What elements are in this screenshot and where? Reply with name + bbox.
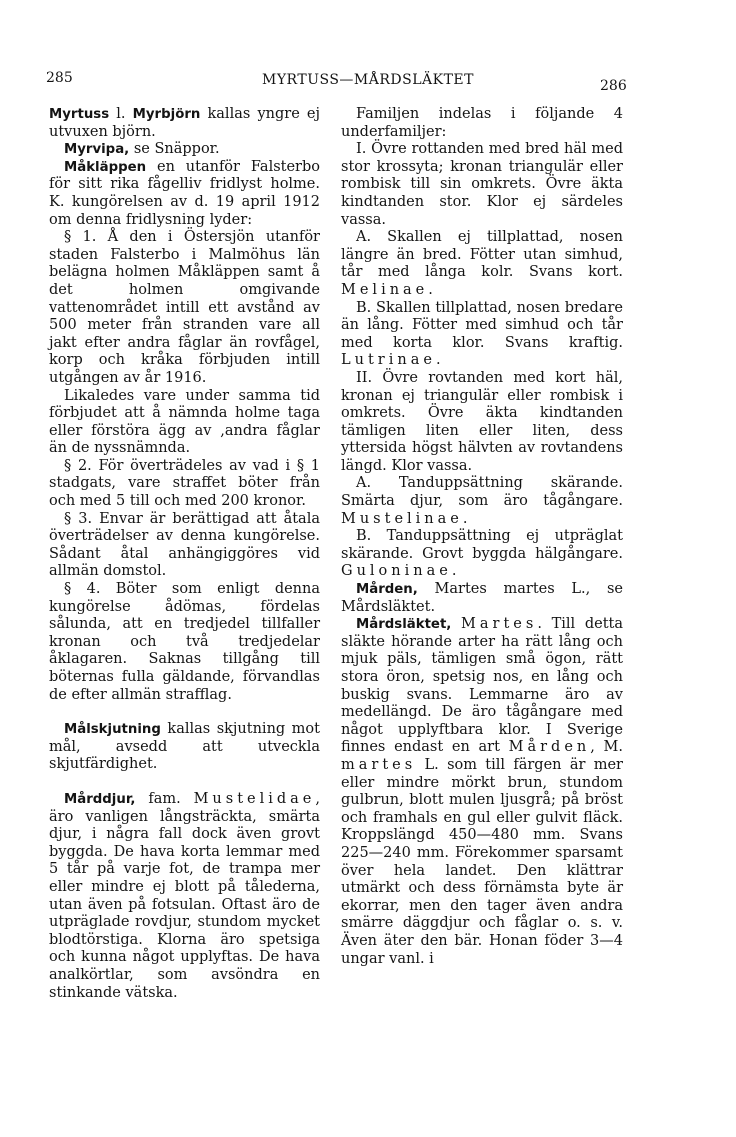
- entry-text: se Snäppor.: [129, 141, 220, 158]
- paragraph-group-1: I. Övre rottanden med bred häl med stor krossyta; kronan triangulär eller rombisk till sin omkrets. Övre äkta kindtanden stor. Klor ej särdeles vassa.: [341, 141, 623, 228]
- entry-text: A. Tanduppsättning skärande. Smärta djur, som äro tågångare.: [341, 475, 623, 510]
- entry-text: l.: [109, 106, 133, 122]
- spaced-name: Lutrinae: [341, 352, 436, 369]
- entry-text: B. Tanduppsättning ej utpräglat skärande. Grovt byggda hälgångare.: [341, 528, 623, 562]
- entry-marddjur: [49, 791, 320, 1002]
- headword: Myrbjörn: [132, 107, 201, 122]
- spaced-name: Mustelinae: [341, 510, 463, 527]
- entry-malskjutning: [49, 721, 320, 774]
- headword: Målskjutning: [64, 722, 161, 738]
- spaced-name: martes: [341, 756, 417, 773]
- entry-text: .: [435, 352, 441, 369]
- spaced-name: Mustelidae: [193, 790, 316, 807]
- entry-text: [451, 616, 461, 632]
- spaced-name: Martes: [461, 616, 538, 633]
- headword: Mården,: [356, 582, 418, 598]
- entry-text: L. som till färgen är mer eller mindre mörkt brun, stundom gulbrun, blott mulen ljusgrå; på bröst och framhals en gul eller gulvit fläck. Kroppslängd 450—480 mm. Svans 225—240 mm. Förekommer sparsamt över hela landet. Den klättrar utmärkt och dess förnämsta byte är ekorrar, men den tager även andra smärre däggdjur och fåglar o. s. v. Även äter den bär. Honan föder 3—4 ungar vanl. i: [341, 756, 623, 967]
- entry-text: , M.: [590, 739, 623, 756]
- entry-marden: [341, 581, 623, 616]
- paragraph-section-4: § 4. Böter som enligt denna kungörelse ådömas, fördelas sålunda, att en tredjedel tillfaller kronan och två tredjedelar åklagaren. Saknas tillgång till böternas fulla gäldande, förvandlas de efter allmän strafflag.: [49, 581, 320, 703]
- entry-text: kallas yngre ej utvuxen björn.: [49, 106, 320, 140]
- paragraph-group-1b: [341, 300, 623, 370]
- running-title: MYRTUSS—MÅRDSLÄKTET: [261, 72, 474, 88]
- entry-text: .: [451, 563, 457, 580]
- entry-text: fam.: [135, 790, 194, 807]
- paragraph-group-2: II. Övre rovtanden med kort häl, kronan ej triangulär eller rombisk i omkrets. Övre äkta kindtanden tämligen liten eller liten, dess yttersida högst hälvten av rovtandens längd. Klor vassa.: [341, 369, 623, 474]
- entry-text: . Till detta släkte hörande arter ha rätt lång och mjuk päls, tämligen små ögon, rätt stora öron, spetsig nos, en lång och buskig svans. Lemmarne äro av medellängd. De äro tågångare med något upplyftbara klor. I Sverige finnes endast en art: [341, 616, 623, 756]
- entry-mardslaktet: [341, 616, 623, 968]
- spaced-name: Melinae: [341, 281, 429, 298]
- entry-text: en utanför Falsterbo för sitt rika fågelliv fridlyst holme. K. kungörelsen av d. 19 april 1912 om denna fridlysning lyder:: [49, 158, 320, 228]
- page-number-left: 285: [46, 70, 73, 86]
- headword: Myrtuss: [49, 107, 110, 122]
- entry-text: A. Skallen ej tillplattad, nosen längre än bred. Fötter utan simhud, tår med långa kolr. Svans kort.: [341, 229, 623, 281]
- paragraph-familjen: Familjen indelas i följande 4 underfamiljer:: [341, 106, 623, 140]
- paragraph-group-1a: [341, 229, 623, 299]
- spaced-name: Guloninae: [341, 563, 452, 580]
- headword: Myrvipa,: [64, 142, 130, 158]
- headword: Mårdsläktet,: [356, 617, 452, 633]
- entry-text: , äro vanligen långsträckta, smärta djur, i några fall dock även grovt byggda. De hava korta lemmar med 5 tår på varje fot, de trampa mer eller mindre ej blott på tålederna, utan även på fotsulan. Oftast äro de utpräglade rovdjur, stundom mycket blodtörstiga. Klorna äro spetsiga och kunna något upplyftas. De hava analkörtlar, som avsöndra en stinkande vätska.: [49, 790, 320, 1001]
- running-header: [0, 70, 736, 94]
- left-column: [49, 106, 320, 1002]
- entry-text: B. Skallen tillplattad, nosen bredare än lång. Fötter med simhud och tår med korta klor. Svans kraftig.: [341, 299, 623, 351]
- entry-text: kallas skjutning mot mål, avsedd att utveckla skjutfärdighet.: [49, 721, 320, 773]
- entry-text: .: [462, 510, 468, 527]
- spaced-name: Mården: [508, 739, 591, 756]
- entry-text: Martes martes L., se Mårdsläktet.: [341, 581, 623, 615]
- paragraph-group-2a: [341, 475, 623, 528]
- paragraph-section-3: § 3. Envar är berättigad att åtala överträdelser av denna kungörelse. Sådant åtal anhängiggöres vid allmän domstol.: [49, 510, 320, 580]
- right-column: [341, 106, 623, 968]
- entry-maklappen: [49, 159, 320, 229]
- paragraph-section-1: § 1. Å den i Östersjön utanför staden Falsterbo i Malmöhus län belägna holmen Måkläppen samt å det holmen omgivande vattenområdet intill ett avstånd av 500 meter från stranden vare all jakt efter andra fåglar än rovfågel, korp och kråka förbjuden intill utgången av år 1916.: [49, 229, 320, 386]
- entry-text: .: [428, 281, 433, 298]
- headword: Måkläppen: [64, 159, 147, 175]
- entry-myrtuss: [49, 106, 320, 141]
- paragraph-section-2: § 2. För överträdeles av vad i § 1 stadgats, vare straffet böter från och med 5 till och med 200 kronor.: [49, 457, 320, 510]
- entry-myrvipa: [49, 141, 320, 159]
- page-number-right: 286: [600, 78, 627, 94]
- paragraph-likaledes: Likaledes vare under samma tid förbjudet att å nämnda holme taga eller förstöra ägg av ,andra fåglar än de nyssnämnda.: [49, 387, 320, 457]
- headword: Mårddjur,: [64, 791, 136, 807]
- paragraph-group-2b: [341, 528, 623, 581]
